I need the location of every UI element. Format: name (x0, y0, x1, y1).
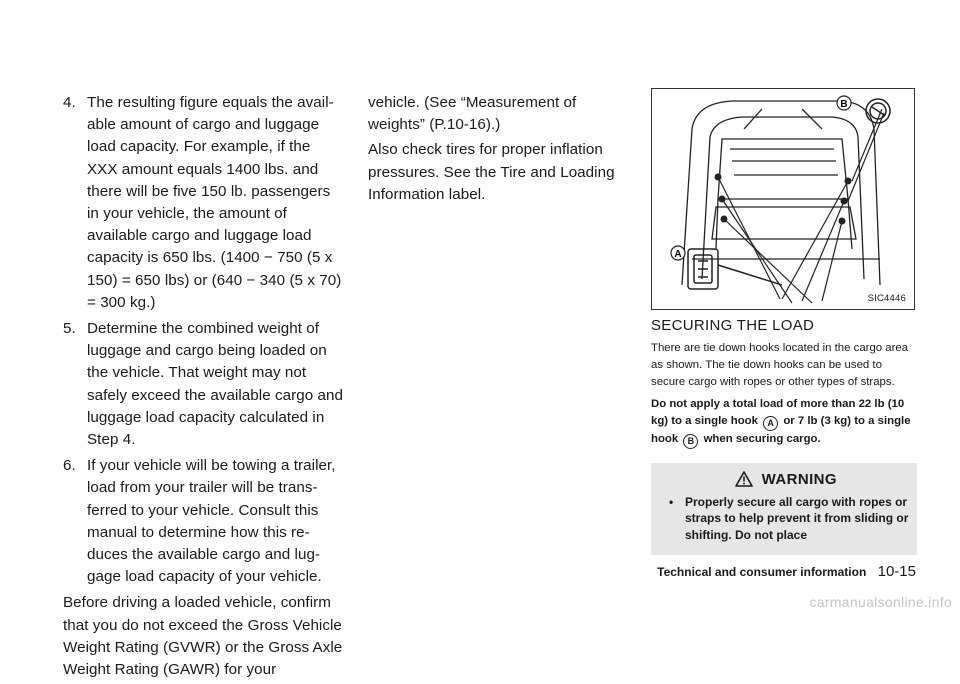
step-number: 5. (63, 320, 76, 338)
step-text: The resulting figure equals the avail-able amount of cargo and luggage load capacity. For example, if the XXX amount equals 1400 lbs. and there will be five 150 lb. passengers in your vehicle, the amount of available cargo and luggage load capacity is 650 lbs. (1400 − 750 (5 x 150) = 650 lbs) or (640 − 340 (5 x 70) = 300 kg.) (87, 94, 342, 311)
load-limit-part2: or 7 lb (3 kg) to a single hook (651, 414, 911, 445)
footer-section-title: Technical and consumer information (657, 565, 867, 579)
weights-reference: vehicle. (See “Measurement of weights” (P.10-16).) (368, 94, 577, 134)
callout-b-marker (837, 96, 851, 110)
figure-label-a: A (674, 249, 682, 260)
load-limit-part3: when securing cargo. (703, 432, 821, 445)
callout-a-inline: A (763, 416, 778, 431)
warning-item (663, 494, 909, 544)
warning-title: WARNING (761, 470, 837, 488)
warning-heading (663, 471, 909, 488)
warning-triangle-icon (735, 471, 753, 487)
cargo-area-illustration (652, 89, 914, 309)
watermark: carmanualsonline.info (809, 594, 952, 610)
load-limit-part1: Do not apply a total load of more than 22 lb (10 kg) to a single hook (651, 397, 905, 427)
securing-intro: There are tie down hooks located in the cargo area as shown. The tie down hooks can be used to secure cargo with ropes or other types of straps. (651, 342, 909, 389)
right-column (651, 88, 917, 555)
step-5 (63, 318, 345, 451)
step-6 (63, 455, 345, 588)
figure-code: SIC4446 (867, 293, 906, 304)
callout-a-marker (671, 246, 685, 260)
step-number: 4. (63, 94, 76, 111)
warning-box (651, 463, 917, 555)
page-footer (657, 563, 916, 580)
middle-column (368, 92, 630, 209)
warning-bullet: • (669, 494, 674, 509)
closing-paragraph: Before driving a loaded vehicle, confirm that you do not exceed the Gross Vehicle Weight Rating (GVWR) or the Gross Axle Weight Rating (GAWR) for your (63, 594, 343, 679)
tire-check-paragraph: Also check tires for proper inflation pressures. See the Tire and Loading Information label. (368, 141, 615, 203)
step-number: 6. (63, 457, 76, 475)
callout-b-inline: B (683, 434, 698, 449)
step-text: If your vehicle will be towing a trailer, load from your trailer will be trans-ferred to your vehicle. Consult this manual to determine how this re-duces the available cargo and lug-gage load capacity of your vehicle. (87, 457, 336, 586)
left-column (63, 92, 345, 684)
warning-text: Properly secure all cargo with ropes or straps to help prevent it from sliding or shifting. Do not place (685, 494, 909, 542)
load-limit-note (651, 396, 917, 449)
step-4 (63, 92, 345, 314)
figure-label-b: B (840, 99, 848, 110)
cargo-hooks-figure (651, 88, 915, 310)
section-title: SECURING THE LOAD (651, 317, 815, 334)
step-text: Determine the combined weight of luggage and cargo being loaded on the vehicle. That weight may not safely exceed the available cargo and luggage load capacity calculated in Step 4. (87, 320, 343, 449)
page-number: 10-15 (877, 563, 916, 580)
securing-load-text (651, 340, 917, 449)
